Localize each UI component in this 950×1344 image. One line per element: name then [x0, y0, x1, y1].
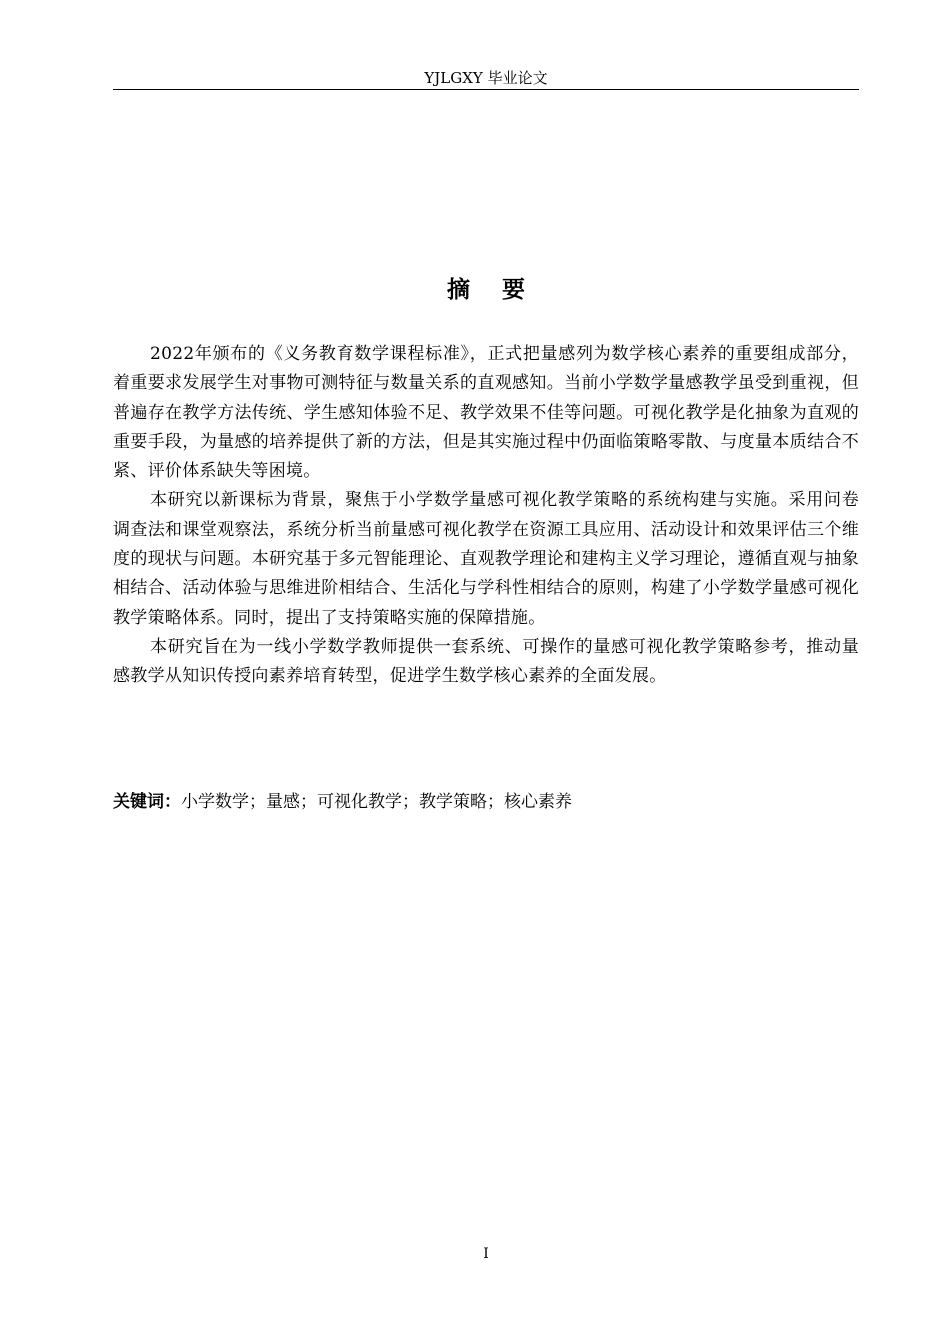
abstract-paragraph-3: 本研究旨在为一线小学数学教师提供一套系统、可操作的量感可视化教学策略参考，推动量感教学从知识传授向素养培育转型，促进学生数学核心素养的全面发展。 [113, 636, 859, 687]
page-number: I [483, 1246, 489, 1262]
abstract-title: 摘要 [447, 277, 557, 303]
header-divider [113, 89, 859, 90]
keywords-line [113, 789, 859, 815]
abstract-body [113, 340, 859, 692]
abstract-paragraph-2: 本研究以新课标为背景，聚焦于小学数学量感可视化教学策略的系统构建与实施。采用问卷调查法和课堂观察法，系统分析当前量感可视化教学在资源工具应用、活动设计和效果评估三个维度的现状与问题。本研究基于多元智能理论、直观教学理论和建构主义学习理论，遵循直观与抽象相结合、活动体验与思维进阶相结合、生活化与学科性相结合的原则，构建了小学数学量感可视化教学策略体系。同时，提出了支持策略实施的保障措施。 [113, 490, 859, 628]
running-header: YJLGXY 毕业论文 [424, 69, 548, 87]
keywords-label: 关键词： [113, 792, 181, 812]
abstract-paragraph-1: 2022年颁布的《义务教育数学课程标准》，正式把量感列为数学核心素养的重要组成部分，着重要求发展学生对事物可测特征与数量关系的直观感知。当前小学数学量感教学虽受到重视，但普遍存在教学方法传统、学生感知体验不足、教学效果不佳等问题。可视化教学是化抽象为直观的重要手段，为量感的培养提供了新的方法，但是其实施过程中仍面临策略零散、与度量本质结合不紧、评价体系缺失等困境。 [113, 344, 859, 482]
keywords-list: 小学数学；量感；可视化教学；教学策略；核心素养 [181, 792, 572, 812]
